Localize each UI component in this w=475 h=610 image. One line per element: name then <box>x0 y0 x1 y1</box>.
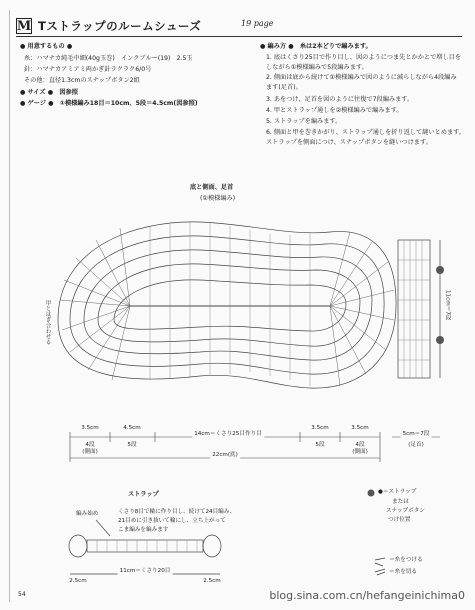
strap-band <box>87 540 203 552</box>
gauge-line: ● ゲージ ● ①模様編み18目＝10cm、5段＝4.5cm(図参照) <box>20 100 198 107</box>
dim-value: 3.5cm <box>311 425 329 431</box>
strap-note: 21目めに引き抜いて輪にし、立ち上がって <box>118 518 226 524</box>
instruction-step: 2. 側面は底から続けて①模様編みで図のように減らしながら4段編み <box>266 74 457 81</box>
dim-value: 5cm＝7段 <box>402 431 430 437</box>
strap-note: こま編みを編みます <box>118 527 169 533</box>
strap-leader-line <box>96 520 110 536</box>
strap-end-dim: 2.5cm <box>69 578 87 584</box>
dim-value: 3.5cm <box>81 425 99 431</box>
legend-snap-or: または <box>392 499 409 505</box>
materials-other: その他：直径1.3cmのスナップボタン2組 <box>24 77 140 84</box>
legend-snap-position: つけ位置 <box>388 517 411 523</box>
instructions-heading: ● 編み方 ● 糸は2本どりで編みます。 <box>260 43 372 50</box>
instruction-step: 1. 底はくさり25目で作り目し、図のようにつま先とかかとで増し目を <box>266 54 462 61</box>
dim-sub: (側面) <box>82 449 98 455</box>
materials-yarn: 糸：ハマナカ純毛中細(40g玉巻) インクブルー(19) 2.5玉 <box>24 55 193 62</box>
watermark: blog.sina.com.cn/hefangeinichima0 <box>269 589 465 602</box>
section-letter: M <box>16 18 32 34</box>
legend-attach-label: ＝糸をつける <box>389 557 423 563</box>
ankle-panel <box>398 240 430 378</box>
legend-snap-button: スナップボタン <box>386 508 425 514</box>
total-length-label: 22cm(底) <box>212 452 238 458</box>
page-reference: 19 page <box>241 19 274 28</box>
dim-note: 4段 <box>85 442 95 448</box>
stitch-spokes-heel <box>330 232 394 386</box>
instruction-step: ストラップを側面につけ、スナップボタンを縫いつけます。 <box>266 139 432 146</box>
strap-note: くさり8目で輪に作り目し、続けて24目編み、 <box>118 509 236 515</box>
dim-sub: (足首) <box>408 442 424 448</box>
page-title: Tストラップのルームシューズ <box>38 19 202 33</box>
instruction-step: 6. 側面と甲を巻きかがり、ストラップ通しを折り返して縫いとめます。 <box>266 129 466 136</box>
dim-value: 4.5cm <box>123 425 141 431</box>
dim-value: 14cm＝くさり25目作り目 <box>194 431 262 437</box>
strap-loop-right <box>203 535 221 557</box>
diagram-subtitle: (①模様編み) <box>200 195 236 202</box>
legend-snap-icon <box>368 490 375 497</box>
size-line: ● サイズ ● 図参照 <box>20 89 78 96</box>
strap-length-label: 11cm＝くさり20目 <box>119 568 171 574</box>
attach-yarn-icon <box>375 558 385 566</box>
strap-loop-left <box>69 535 87 557</box>
legend-snap-label: ●＝ストラップ <box>378 489 417 495</box>
strap-start-label: 編み始め <box>76 511 99 517</box>
ankle-rows <box>398 240 430 378</box>
instruction-step: 3. あをつけ、足首を図のように往復で7段編みます。 <box>266 96 414 103</box>
dim-value: 3.5cm <box>351 425 369 431</box>
page-number: 54 <box>18 591 26 598</box>
materials-heading: ● 用意するもの ● <box>20 43 73 50</box>
sole-row-outline <box>98 264 360 346</box>
stitch-columns <box>150 222 310 386</box>
dim-note: 4段 <box>355 442 365 448</box>
instruction-step: ます(足首)。 <box>266 84 302 91</box>
dim-note: 5段 <box>127 442 137 448</box>
snap-marker <box>436 336 444 344</box>
instruction-step: 5. ストラップを編みます。 <box>266 118 342 125</box>
instruction-step: しながら①模様編みで5段編みます。 <box>266 64 368 71</box>
legend-cut-label: ＝糸を切る <box>389 569 417 575</box>
cut-yarn-icon <box>375 569 385 575</box>
snap-marker <box>436 266 444 274</box>
toe-join-label: 甲とはぎ合わせる <box>44 300 51 345</box>
instruction-step: 4. 甲とストラップ通しを②模様編みで編みます。 <box>266 107 403 114</box>
diagram-title: 底と側面、足首 <box>190 184 234 191</box>
strap-end-dim: 2.5cm <box>203 578 221 584</box>
dim-sub: (側面) <box>352 449 368 455</box>
dim-note: 5段 <box>315 442 325 448</box>
ankle-height-label: 11cm＝7段 <box>444 290 451 321</box>
materials-hook: 針：ハマナカアミアミ両かぎ針ラクラク6/0号 <box>24 66 152 73</box>
strap-title: ストラップ <box>128 491 159 498</box>
